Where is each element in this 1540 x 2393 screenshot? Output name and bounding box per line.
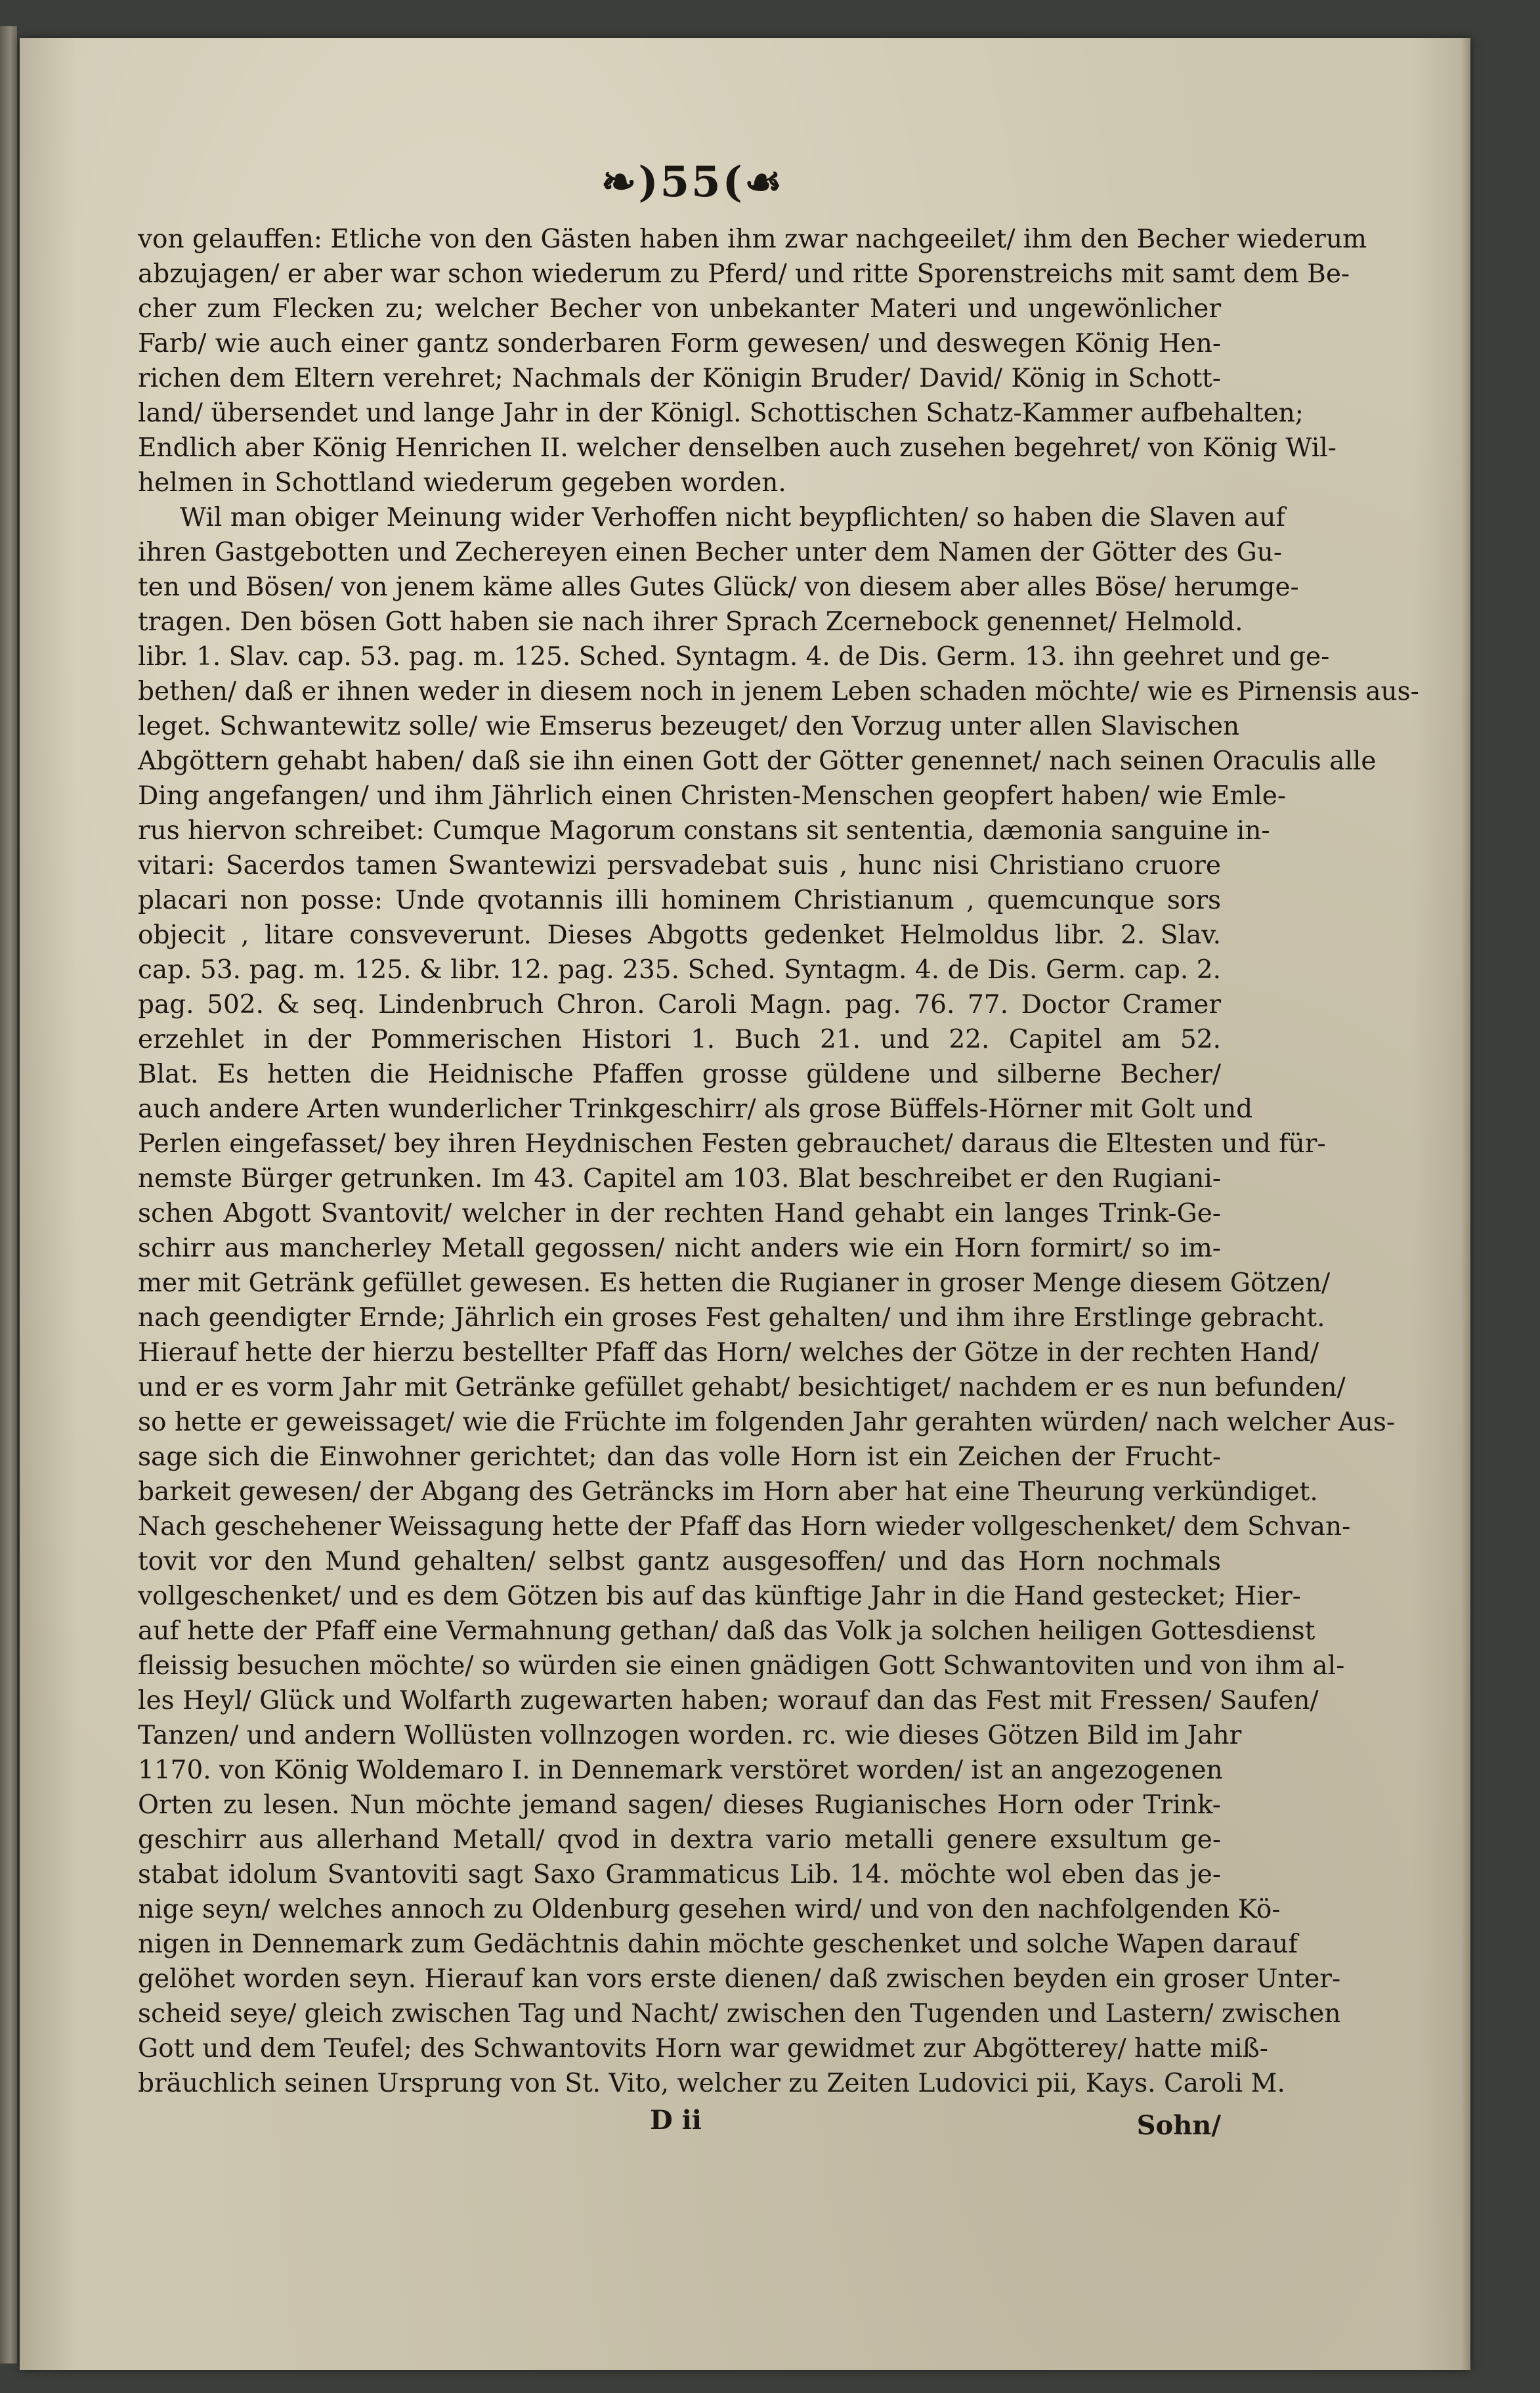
text-line: libr. 1. Slav. cap. 53. pag. m. 125. Sched. Syntagm. 4. de Dis. Germ. 13. ihn geehret und ge- [138,642,1330,672]
text-line: Gott und dem Teufel; des Schwantovits Horn war gewidmet zur Abgötterey/ hatte miß- [138,2034,1268,2063]
page-footer [138,2101,1221,2147]
text-line: und er es vorm Jahr mit Getränke gefüllet gehabt/ besichtiget/ nachdem er es nun befunden/ [138,1373,1346,1402]
text-line: sage sich die Einwohner gerichtet; dan das volle Horn ist ein Zeichen der Frucht- [138,1442,1221,1472]
page-edge-shadow [1461,38,1470,2370]
text-line: mer mit Getränk gefüllet gewesen. Es hetten die Rugianer in groser Menge diesem Götzen/ [138,1268,1331,1298]
text-line: scheid seye/ gleich zwischen Tag und Nacht/ zwischen den Tugenden und Lastern/ zwischen [138,1999,1341,2029]
text-line: Perlen eingefasset/ bey ihren Heydnischen Festen gebrauchet/ daraus die Eltesten und für- [138,1129,1326,1159]
text-line: rus hiervon schreibet: Cumque Magorum constans sit sententia, dæmonia sanguine in- [138,816,1270,846]
text-line: Hierauf hette der hierzu bestellter Pfaff das Horn/ welches der Götze in der rechten Hand/ [138,1338,1319,1368]
text-line: von gelauffen: Etliche von den Gästen haben ihm zwar nachgeeilet/ ihm den Becher wiederum [138,225,1367,254]
text-line: geschirr aus allerhand Metall/ qvod in dextra vario metalli genere exsultum ge- [138,1825,1221,1855]
book-page [20,38,1470,2370]
text-line: vollgeschenket/ und es dem Götzen bis auf das künftige Jahr in die Hand gestecket; Hier- [138,1582,1301,1611]
body-text [138,222,1419,2101]
text-line: 1170. von König Woldemaro I. in Dennemark verstöret worden/ ist an angezogenen [138,1756,1223,1785]
facing-page-edge [0,26,17,2363]
text-line: Endlich aber König Henrichen II. welcher denselben auch zusehen begehret/ von König Wil- [138,433,1337,463]
text-line: placari non posse: Unde qvotannis illi hominem Christianum , quemcunque sors [138,886,1221,915]
text-line: cher zum Flecken zu; welcher Becher von unbekanter Materi und ungewönlicher [138,294,1221,324]
text-line: pag. 502. & seq. Lindenbruch Chron. Caroli Magn. pag. 76. 77. Doctor Cramer [138,990,1221,1020]
text-line: leget. Schwantewitz solle/ wie Emserus bezeuget/ den Vorzug unter allen Slavischen [138,712,1240,741]
text-line: schirr aus mancherley Metall gegossen/ nicht anders wie ein Horn formirt/ so im- [138,1234,1221,1263]
text-block [138,150,1419,2147]
page-number: ❧)55(☙ [601,158,784,207]
text-line: Tanzen/ und andern Wollüsten vollnzogen worden. rc. wie dieses Götzen Bild im Jahr [138,1721,1242,1750]
text-line: ten und Bösen/ von jenem käme alles Gutes Glück/ von diesem aber alles Böse/ herumge- [138,572,1299,602]
text-line: fleissig besuchen möchte/ so würden sie einen gnädigen Gott Schwantoviten und von ihm al- [138,1651,1345,1681]
text-line: abzujagen/ er aber war schon wiederum zu Pferd/ und ritte Sporenstreichs mit samt dem Be- [138,259,1350,289]
text-line: richen dem Eltern verehret; Nachmals der Königin Bruder/ David/ König in Schott- [138,364,1221,393]
text-line: auch andere Arten wunderlicher Trinkgeschirr/ als grose Büffels-Hörner mit Golt und [138,1094,1253,1124]
text-line: tovit vor den Mund gehalten/ selbst gantz ausgesoffen/ und das Horn nochmals [138,1547,1221,1576]
text-line: stabat idolum Svantoviti sagt Saxo Grammaticus Lib. 14. möchte wol eben das je- [138,1860,1221,1889]
text-line: nigen in Dennemark zum Gedächtnis dahin möchte geschenket und solche Wapen darauf [138,1929,1298,1959]
text-line: nach geendigter Ernde; Jährlich ein groses Fest gehalten/ und ihm ihre Erstlinge gebracht. [138,1303,1325,1333]
text-line: land/ übersendet und lange Jahr in der Königl. Schottischen Schatz-Kammer aufbehalten; [138,399,1304,428]
text-line: tragen. Den bösen Gott haben sie nach ihrer Sprach Zcernebock genennet/ Helmold. [138,607,1243,637]
text-line: auf hette der Pfaff eine Vermahnung gethan/ daß das Volk ja solchen heiligen Gottesdienst [138,1616,1315,1646]
text-line: les Heyl/ Glück und Wolfarth zugewarten haben; worauf dan das Fest mit Fressen/ Saufen/ [138,1686,1319,1715]
text-line: bethen/ daß er ihnen weder in diesem noch in jenem Leben schaden möchte/ wie es Pirnensis aus- [138,677,1419,706]
text-line: barkeit gewesen/ der Abgang des Geträncks im Horn aber hat eine Theurung verkündiget. [138,1477,1318,1507]
catchword: Sohn/ [1136,2110,1221,2141]
text-line: objecit , litare consveverunt. Dieses Abgotts gedenket Helmoldus libr. 2. Slav. [138,920,1221,950]
text-line: vitari: Sacerdos tamen Swantewizi persvadebat suis , hunc nisi Christiano cruore [138,851,1221,880]
text-line: Nach geschehener Weissagung hette der Pfaff das Horn wieder vollgeschenket/ dem Schvan- [138,1512,1351,1541]
text-line: helmen in Schottland wiederum gegeben worden. [138,468,786,498]
text-line: erzehlet in der Pommerischen Histori 1. Buch 21. und 22. Capitel am 52. [138,1025,1221,1054]
text-line: nemste Bürger getrunken. Im 43. Capitel am 103. Blat beschreibet er den Rugiani- [138,1164,1221,1194]
text-line: ihren Gastgebotten und Zechereyen einen Becher unter dem Namen der Götter des Gu- [138,538,1283,567]
signature-mark: D ii [650,2105,702,2136]
text-line: Blat. Es hetten die Heidnische Pfaffen grosse güldene und silberne Becher/ [138,1060,1221,1089]
text-line: nige seyn/ welches annoch zu Oldenburg gesehen wird/ und von den nachfolgenden Kö- [138,1895,1281,1924]
text-line: Orten zu lesen. Nun möchte jemand sagen/ dieses Rugianisches Horn oder Trink- [138,1790,1221,1820]
text-line: Ding angefangen/ und ihm Jährlich einen Christen-Menschen geopfert haben/ wie Emle- [138,781,1287,811]
text-line: gelöhet worden seyn. Hierauf kan vors erste dienen/ daß zwischen beyden ein groser Unter- [138,1964,1341,1994]
text-line: Wil man obiger Meinung wider Verhoffen nicht beypflichten/ so haben die Slaven auf [180,503,1285,532]
text-line: cap. 53. pag. m. 125. & libr. 12. pag. 235. Sched. Syntagm. 4. de Dis. Germ. cap. 2. [138,955,1221,985]
text-line: schen Abgott Svantovit/ welcher in der rechten Hand gehabt ein langes Trink-Ge- [138,1199,1221,1228]
text-line: Farb/ wie auch einer gantz sonderbaren Form gewesen/ und deswegen König Hen- [138,329,1221,358]
text-line: bräuchlich seinen Ursprung von St. Vito, welcher zu Zeiten Ludovici pii, Kays. Caroli M. [138,2069,1285,2098]
text-line: so hette er geweissaget/ wie die Früchte im folgenden Jahr gerahten würden/ nach welcher Aus- [138,1408,1396,1437]
text-line: Abgöttern gehabt haben/ daß sie ihn einen Gott der Götter genennet/ nach seinen Oraculis alle [138,746,1377,776]
